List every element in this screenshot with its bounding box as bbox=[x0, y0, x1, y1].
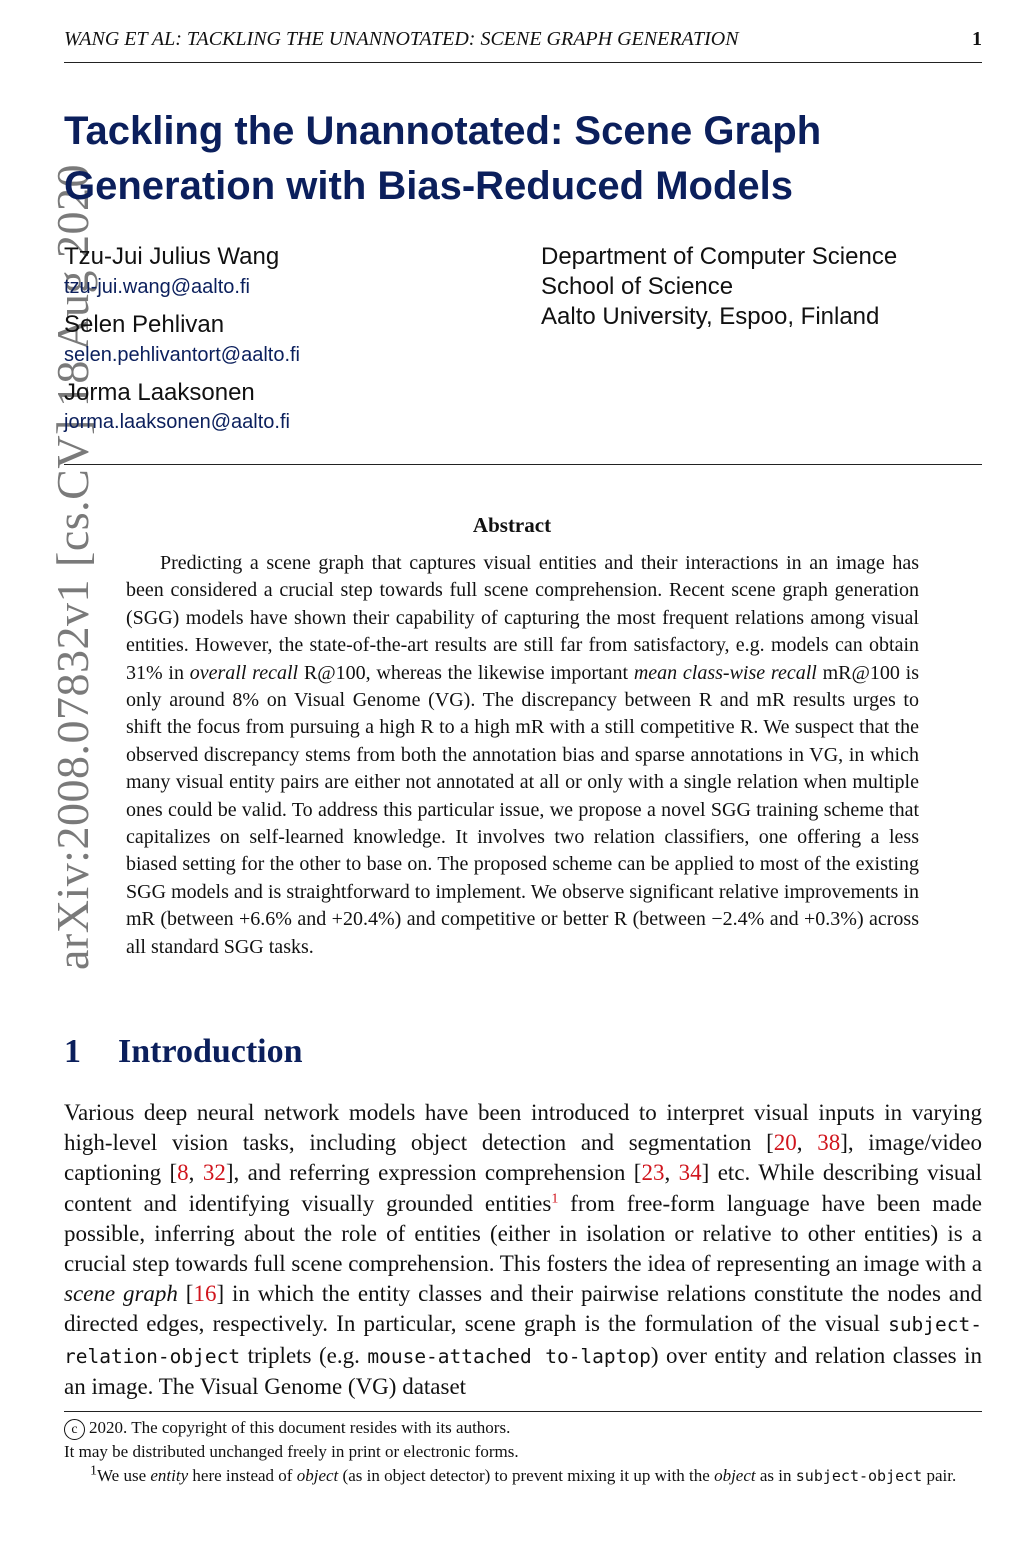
intro-text-4: ] etc. While describing visual content and identifying visually grounded entities bbox=[64, 1160, 983, 1216]
citation-34[interactable]: 34 bbox=[678, 1160, 702, 1186]
footnote-1-text-d: as in bbox=[755, 1466, 796, 1485]
citation-8[interactable]: 8 bbox=[177, 1160, 189, 1186]
copyright-text: 2020. The copyright of this document resides with its authors. bbox=[89, 1418, 511, 1437]
title-line-2: Generation with Bias-Reduced Models bbox=[64, 164, 794, 208]
code-example: mouse-attached to-laptop bbox=[367, 1344, 651, 1368]
affiliation-line-2: School of Science bbox=[541, 273, 734, 300]
footnote-1-code: subject-object bbox=[795, 1467, 923, 1485]
intro-text-9: ) over entity and relation classes in an image. The Visual Genome (VG) dataset bbox=[64, 1342, 982, 1399]
affiliation-line-1: Department of Computer Science bbox=[541, 243, 898, 270]
author-email-3[interactable]: jorma.laaksonen@aalto.fi bbox=[64, 411, 290, 433]
page-number: 1 bbox=[972, 28, 982, 50]
affiliation-line-3: Aalto University, Espoo, Finland bbox=[541, 303, 880, 330]
intro-separator: , bbox=[796, 1130, 818, 1156]
intro-text-7: ] in which the entity classes and their pairwise relations constitute the nodes and directed edges, respectively. In particular, scene graph is the formulation of the visual bbox=[64, 1281, 983, 1337]
introduction-paragraph bbox=[64, 1098, 982, 1402]
title-line-1: Tackling the Unannotated: Scene Graph bbox=[64, 109, 822, 153]
footnote-1-text-b: here instead of bbox=[188, 1466, 297, 1485]
author-email-1[interactable]: tzu-jui.wang@aalto.fi bbox=[64, 276, 250, 298]
footnote-1-text-c: (as in object detector) to prevent mixing it up with the bbox=[338, 1466, 715, 1485]
intro-separator: , bbox=[188, 1160, 203, 1186]
section-title: Introduction bbox=[118, 1033, 303, 1070]
intro-text-3: ], and referring expression comprehension [ bbox=[225, 1160, 642, 1186]
intro-text-8: triplets (e.g. bbox=[240, 1342, 368, 1368]
citation-23[interactable]: 23 bbox=[641, 1160, 665, 1186]
author-name-3: Jorma Laaksonen bbox=[64, 379, 255, 406]
abstract-text-2: R@100, whereas the likewise important bbox=[298, 661, 634, 684]
intro-text-6: [ bbox=[177, 1281, 194, 1307]
copyright-line bbox=[64, 1416, 982, 1440]
footnote-1-emphasis: object bbox=[714, 1466, 756, 1485]
footnote-1-emphasis: entity bbox=[150, 1466, 189, 1485]
arxiv-stamp: arXiv:2008.07832v1 [cs.CV] 18 Aug 2020 bbox=[47, 163, 98, 970]
abstract-text-3: mR@100 is only around 8% on Visual Genome (VG). The discrepancy between R and mR results urges to shift the focus from pursuing a high R to a high mR with a still competitive R. We suspect that the observed discrepancy stems from both the annotation bias and sparse annotations in VG, in which many visual entity pairs are either not annotated at all or only with a single relation when multiple ones could be valid. To address this particular issue, we propose a novel SGG training scheme that capitalizes on self-learned knowledge. It involves two relation classifiers, one offering a less biased setting for the other to base on. The proposed scheme can be applied to most of the existing SGG models and is straightforward to implement. We observe significant relative improvements in mR (between +6.6% and +20.4%) and competitive or better R (between −2.4% and +0.3%) across all standard SGG tasks. bbox=[126, 661, 920, 958]
citation-16[interactable]: 16 bbox=[193, 1281, 217, 1307]
abstract-heading: Abstract bbox=[472, 513, 552, 537]
footnote-rule bbox=[64, 1411, 982, 1412]
author-email-2[interactable]: selen.pehlivantort@aalto.fi bbox=[64, 344, 300, 366]
footnote-1-mark: 1 bbox=[90, 1463, 97, 1479]
footnote-1 bbox=[64, 1464, 982, 1488]
paper-title bbox=[64, 104, 964, 214]
abstract-text-1: Predicting a scene graph that captures visual entities and their interactions in an image has been considered a crucial step towards full scene comprehension. Recent scene graph generation (SGG) models have shown their capability of capturing the most frequent relations among visual entities. However, the state-of-the-art results are still far from satisfactory, e.g. models can obtain 31% in bbox=[126, 552, 919, 684]
running-title: WANG ET AL: TACKLING THE UNANNOTATED: SCENE GRAPH GENERATION bbox=[64, 28, 739, 50]
citation-32[interactable]: 32 bbox=[202, 1160, 226, 1186]
intro-separator: , bbox=[664, 1160, 679, 1186]
distribution-line: It may be distributed unchanged freely in print or electronic forms. bbox=[64, 1442, 519, 1461]
copyright-icon: c bbox=[64, 1419, 85, 1440]
code-triplet: subject-relation-object bbox=[64, 1313, 982, 1368]
abstract-top-rule bbox=[64, 464, 982, 465]
abstract-body bbox=[126, 550, 919, 961]
citation-20[interactable]: 20 bbox=[773, 1130, 797, 1156]
footnote-marker-1[interactable]: 1 bbox=[551, 1190, 559, 1206]
running-header bbox=[64, 28, 982, 51]
intro-text-2: ], image/video captioning [ bbox=[64, 1130, 982, 1186]
citation-38[interactable]: 38 bbox=[817, 1130, 841, 1156]
header-rule bbox=[64, 62, 982, 63]
footnote-1-emphasis: object bbox=[296, 1466, 339, 1485]
intro-text-1: Various deep neural network models have been introduced to interpret visual inputs in varying high-level vision tasks, including object detection and segmentation [ bbox=[64, 1100, 982, 1156]
intro-emphasis-scene-graph: scene graph bbox=[64, 1281, 178, 1307]
intro-text-5: from free-form language have been made possible, inferring about the role of entities (either in isolation or relative to other entities) is a crucial step towards full scene comprehension. This fosters the idea of representing an image with a bbox=[64, 1190, 983, 1277]
author-name-1: Tzu-Jui Julius Wang bbox=[64, 243, 280, 270]
footnote-1-text-a: We use bbox=[97, 1466, 151, 1485]
author-name-2: Selen Pehlivan bbox=[64, 311, 225, 338]
section-number: 1 bbox=[64, 1033, 81, 1070]
abstract-emphasis-overall-recall: overall recall bbox=[189, 661, 299, 684]
abstract-emphasis-mean-recall: mean class-wise recall bbox=[633, 661, 817, 684]
footnote-1-text-e: pair. bbox=[922, 1466, 957, 1485]
